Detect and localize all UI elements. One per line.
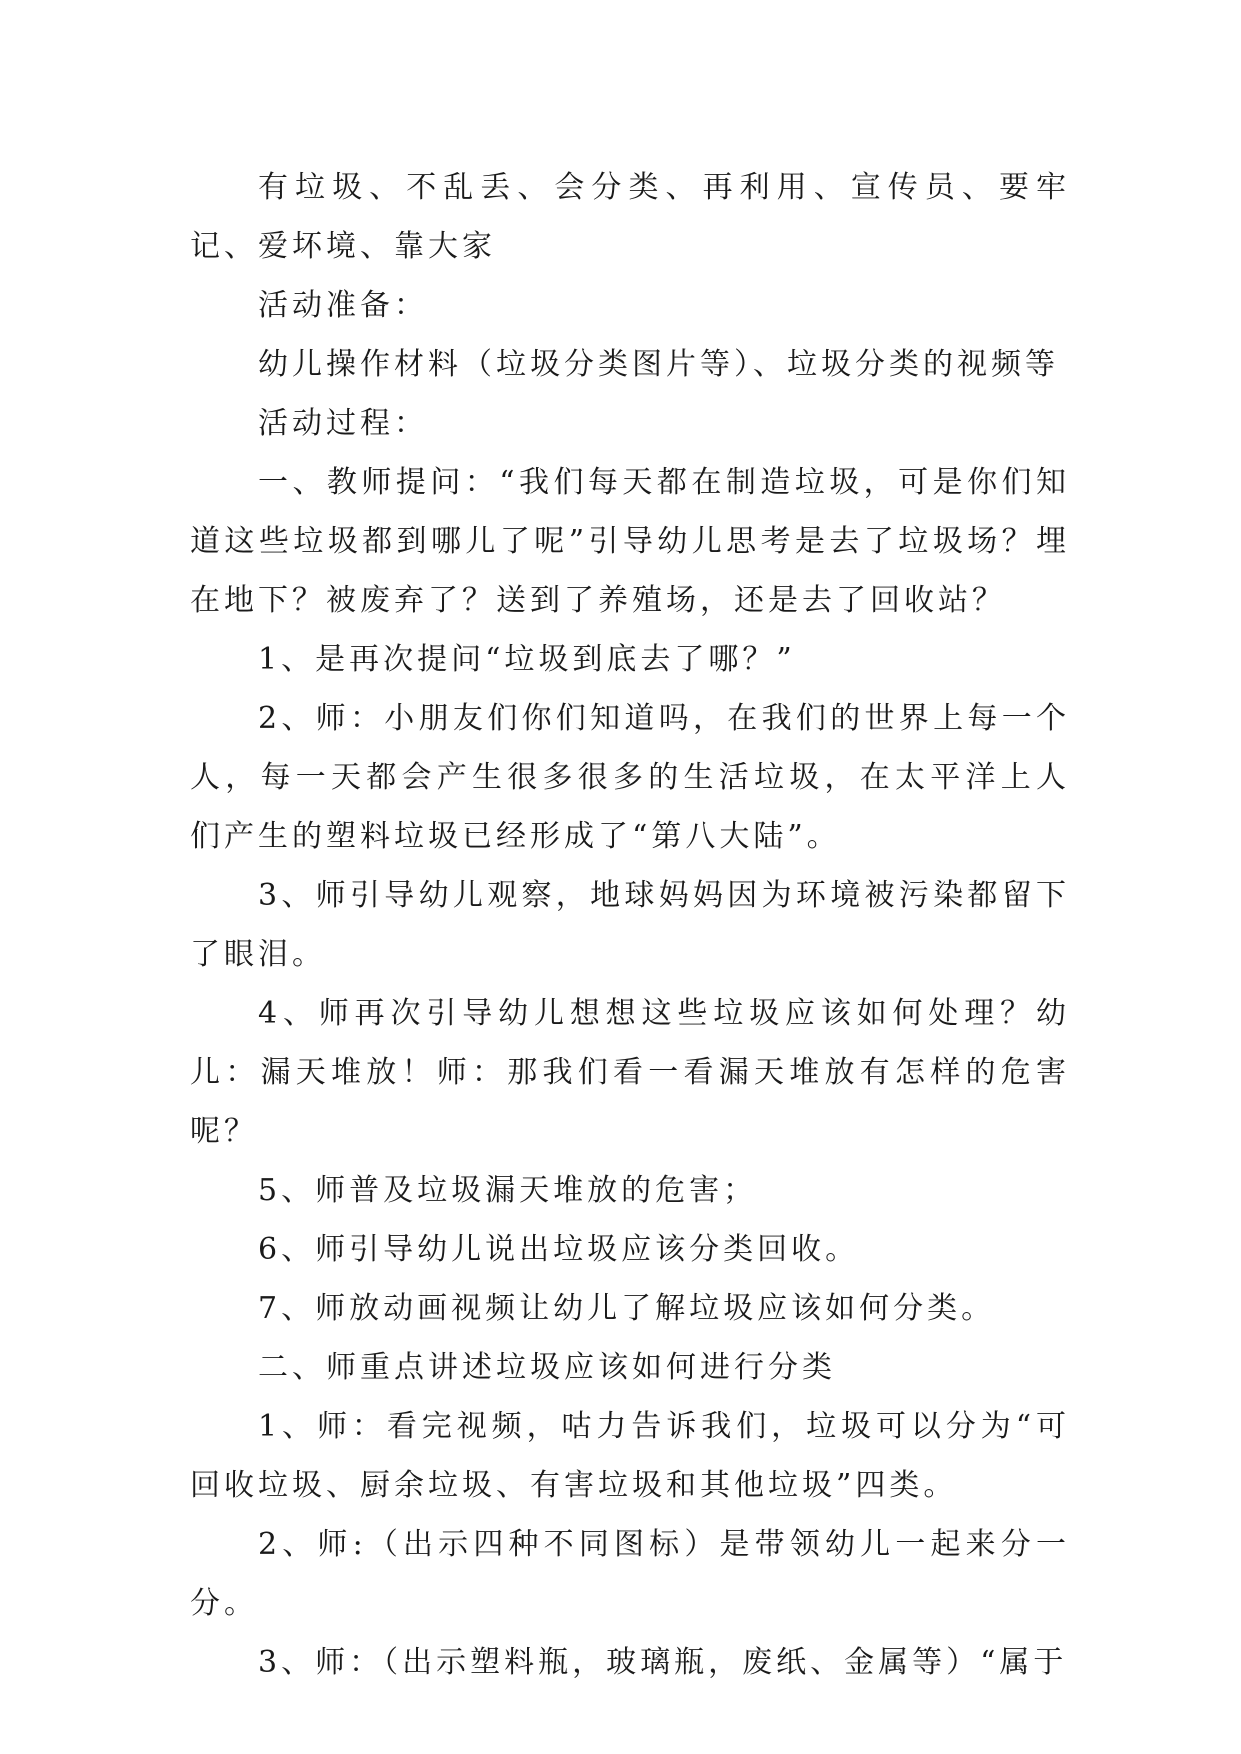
paragraph-step-one: 一、教师提问：“我们每天都在制造垃圾，可是你们知道这些垃圾都到哪儿了呢”引导幼儿思考是去了垃圾场？埋在地下？被废弃了？送到了养殖场，还是去了回收站？ [190, 465, 1070, 618]
paragraph-item-3: 3、师引导幼儿观察，地球妈妈因为环境被污染都留下了眼泪。 [190, 878, 1070, 972]
paragraph-item-4: 4、师再次引导幼儿想想这些垃圾应该如何处理？幼儿：漏天堆放！师：那我们看一看漏天堆放有怎样的危害呢？ [190, 996, 1070, 1149]
paragraph-item-7: 7、师放动画视频让幼儿了解垃圾应该如何分类。 [258, 1291, 996, 1326]
paragraph-item-1: 1、是再次提问“垃圾到底去了哪？” [258, 642, 796, 677]
paragraph-preparation-materials: 幼儿操作材料（垃圾分类图片等）、垃圾分类的视频等 [258, 347, 1059, 382]
paragraph-step-two: 二、师重点讲述垃圾应该如何进行分类 [258, 1350, 836, 1385]
paragraph-slogan: 有垃圾、不乱丢、会分类、再利用、宣传员、要牢记、爱坏境、靠大家 [190, 170, 1070, 264]
paragraph-preparation-heading: 活动准备： [258, 288, 428, 323]
paragraph-item-6: 6、师引导幼儿说出垃圾应该分类回收。 [258, 1232, 860, 1267]
paragraph-sub-item-2: 2、师:（出示四种不同图标）是带领幼儿一起来分一分。 [190, 1527, 1070, 1621]
paragraph-process-heading: 活动过程： [258, 406, 428, 441]
paragraph-item-5: 5、师普及垃圾漏天堆放的危害； [258, 1173, 758, 1208]
paragraph-sub-item-1: 1、师：看完视频，咕力告诉我们，垃圾可以分为“可回收垃圾、厨余垃圾、有害垃圾和其他垃圾”四类。 [190, 1409, 1070, 1503]
paragraph-item-2: 2、师：小朋友们你们知道吗，在我们的世界上每一个人，每一天都会产生很多很多的生活垃圾，在太平洋上人们产生的塑料垃圾已经形成了“第八大陆”。 [190, 701, 1070, 854]
paragraph-sub-item-3: 3、师：（出示塑料瓶，玻璃瓶，废纸、金属等）“属于 [258, 1645, 1068, 1680]
document-body [190, 158, 1070, 1692]
